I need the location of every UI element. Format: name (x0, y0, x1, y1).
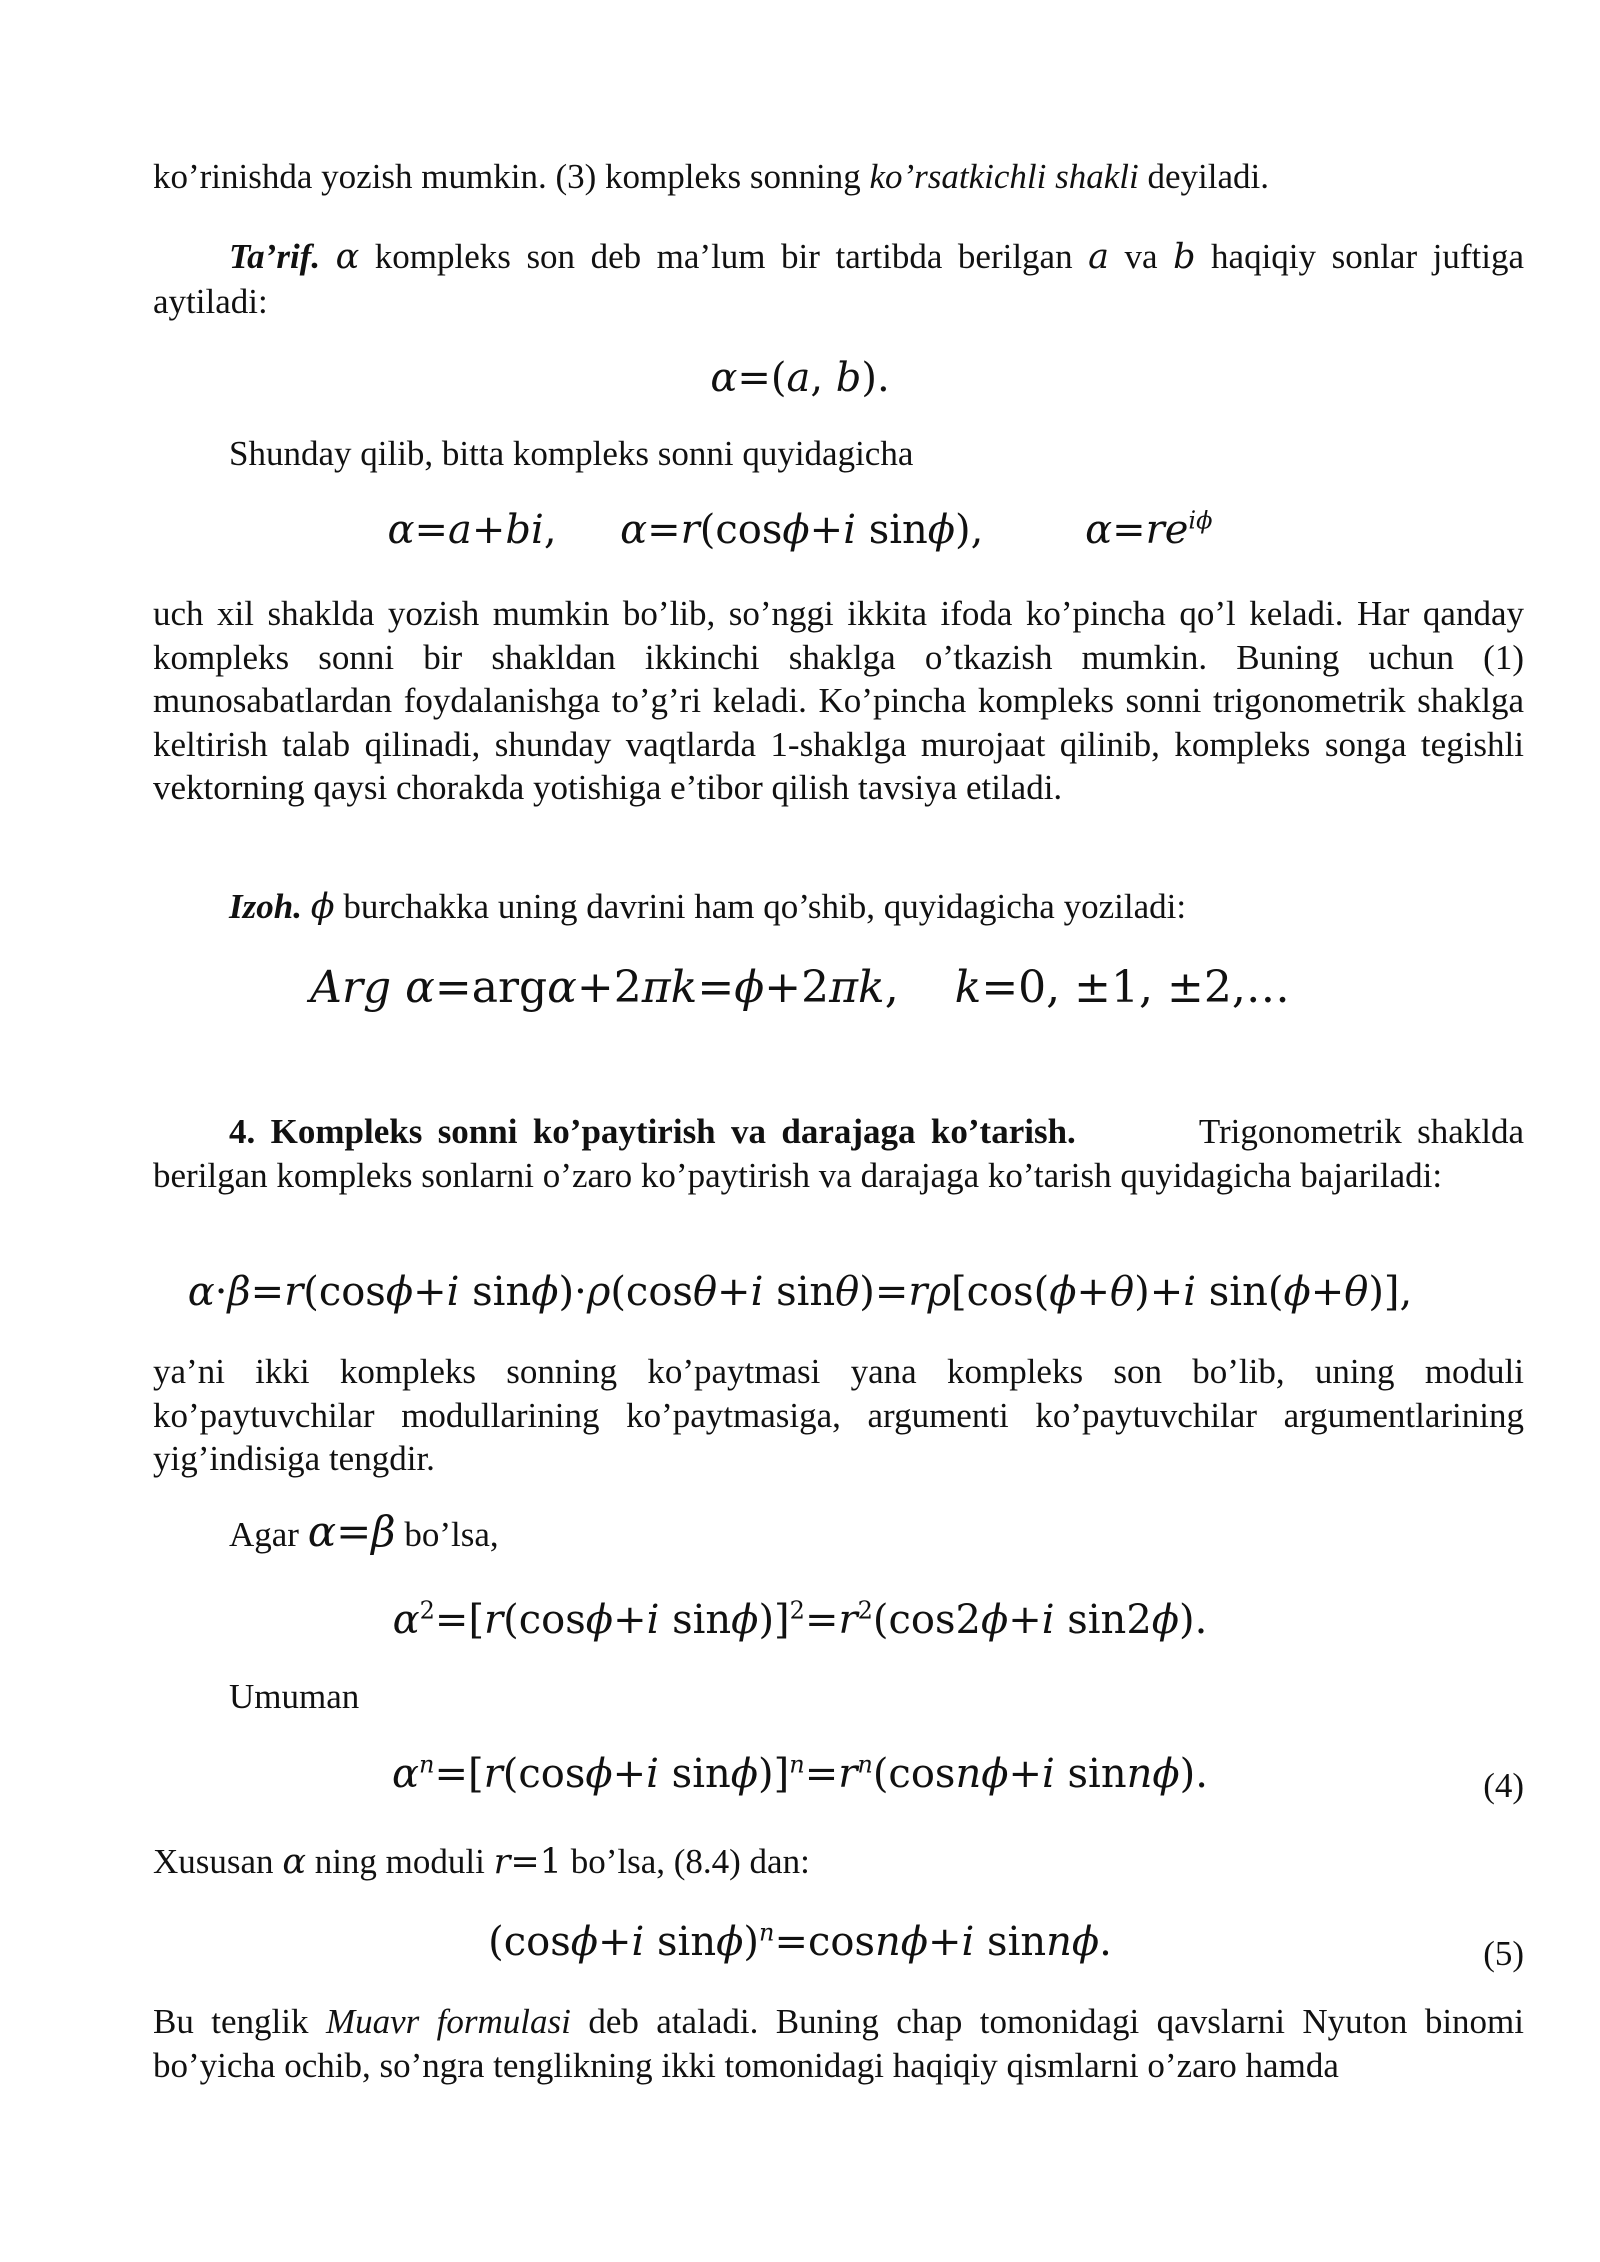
paragraph-umuman: Umuman (229, 1677, 360, 1716)
paragraph-three-forms: uch xil shaklda yozish mumkin bo’lib, so’nggi ikkita ifoda ko’pincha qo’l keladi. Har qanday kompleks sonni bir shakldan ikkinchi shaklga o’tkazish mumkin. Buning uchun (1) munosabatlardan foydalanishga to’g’ri keladi. Ko’pincha kompleks sonni trigonometrik shaklga keltirish talab qilinadi, shunday vaqtlarda 1-shaklga murojaat qilinib, kompleks songa tegishli vektorning qaysi chorakda yotishiga e’tibor qilish tavsiya etiladi. (153, 594, 1524, 807)
paragraph-shunday: Shunday qilib, bitta kompleks sonni quyidagicha (229, 434, 914, 473)
definition-label: Ta’rif. (229, 237, 321, 276)
equation-number-4: (4) (1483, 1766, 1524, 1805)
equation-pair: α=(a, b). (710, 355, 890, 401)
equation-power: $\alpha^n=[r(\cos\phi+i$ $\sin\phi)]^n=r^n(\cos n\phi+i$ sinnϕ). (392, 1750, 1208, 1797)
definition-paragraph: Ta’rif. α kompleks son deb ma’lum bir tartibda berilgan a va b haqiqiy sonlar juftiga aytiladi: (153, 237, 1524, 321)
note-paragraph: Izoh. ϕ burchakka uning davrini ham qo’shib, quyidagicha yoziladi: (229, 887, 1187, 927)
paragraph-exponential-form: ko’rinishda yozish mumkin. (3) kompleks sonning ko’rsatkichli shakli deyiladi. (153, 157, 1269, 196)
emphasis-text: ko’rsatkichli shakli (869, 157, 1139, 196)
equation-moivre: (cosϕ+i sinϕ)$^n$=cosnϕ+i sinnϕ. (488, 1918, 1112, 1965)
paragraph-xususan: Xususan α ning moduli r=1 bo’lsa, (8.4) dan: (153, 1842, 810, 1882)
note-label: Izoh. (229, 887, 302, 926)
equation-square: $\alpha^2=[r(\cos\phi+i$ $\sin\phi)]^2=r^2(\cos 2\phi+i$ sin2ϕ). (392, 1596, 1208, 1643)
paragraph-agar: Agar α=β bo’lsa, (229, 1507, 499, 1556)
paragraph-product-meaning: ya’ni ikki kompleks sonning ko’paytmasi yana kompleks son bo’lib, uning moduli ko’paytuvchilar modullarining ko’paytmasiga, argumenti ko’paytuvchilar argumentlarining yig’indisiga tengdir. (153, 1352, 1524, 1478)
equation-product: α·β=r(cosϕ+i sinϕ)·ρ(cosθ+i sinθ)=rρ[cos(ϕ+θ)+i sin(ϕ+θ)], (187, 1269, 1413, 1315)
section-heading: 4. Kompleks sonni ko’paytirish va darajaga ko’tarish. (229, 1112, 1076, 1151)
emphasis-text: Muavr formulasi (325, 2002, 571, 2041)
section-4-paragraph: 4. Kompleks sonni ko’paytirish va darajaga ko’tarish. Trigonometrik shaklda berilgan kompleks sonlarni o’zaro ko’paytirish va darajaga ko’tarish quyidagicha bajariladi: (153, 1112, 1524, 1195)
equation-number-5: (5) (1483, 1934, 1524, 1973)
equation-three-forms: α=a+bi, α=r(cosϕ+i sinϕ), $\alpha=re^{i\phi}$ (387, 506, 1213, 553)
paragraph-moivre-formula: Bu tenglik Muavr formulasi deb ataladi. Buning chap tomonidagi qavslarni Nyuton binomi bo’yicha ochib, so’ngra tenglikning ikki tomonidagi haqiqiy qismlarni o’zaro hamda (153, 2002, 1524, 2085)
equation-arg: Arg α=argα+2πk=ϕ+2πk, k=0, ±1, ±2,… (310, 962, 1290, 1013)
